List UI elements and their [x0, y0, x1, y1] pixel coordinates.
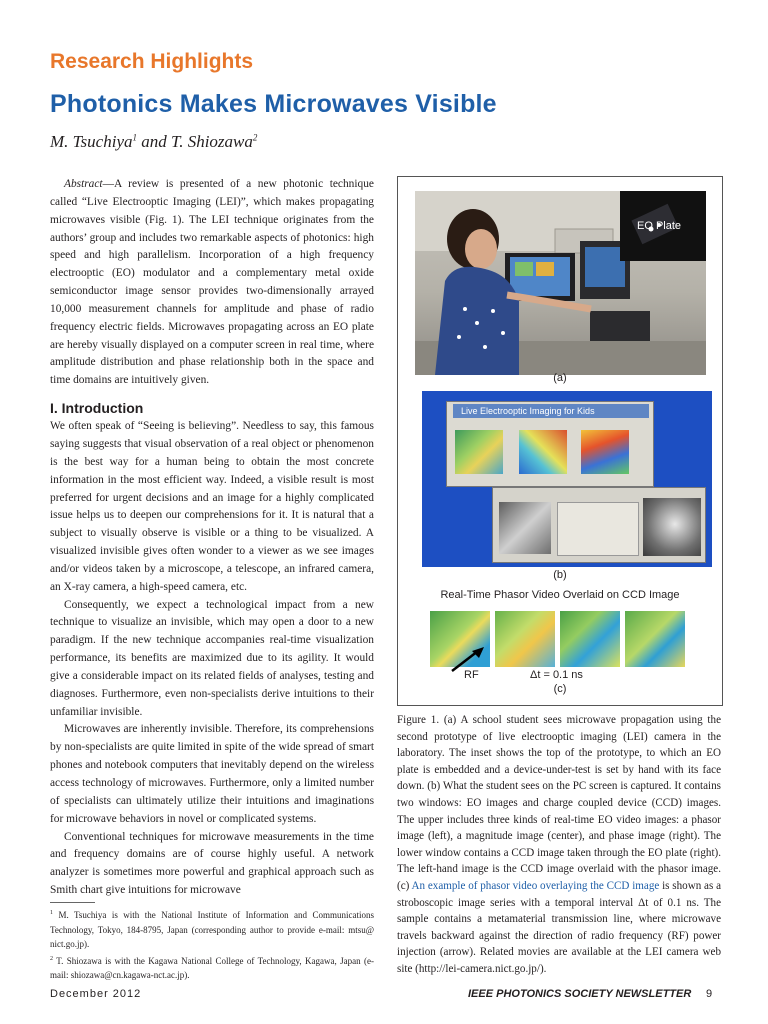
student-lab-scene: [415, 191, 706, 375]
rf-label: RF: [464, 669, 479, 681]
photo-student-lab: [415, 191, 706, 375]
intro-paragraph-4: Conventional techniques for microwave measurements in the time and frequency domains are of course highly useful. A network analyzer is sometimes more powerful and graphical approach such as Smith chart give intuitions for microwave: [50, 830, 374, 897]
delta-t-label: Δt = 0.1 ns: [530, 669, 583, 681]
phase-image: [581, 430, 629, 474]
left-column: [50, 176, 374, 900]
figure-caption: [397, 712, 721, 978]
page-number: 9: [706, 988, 713, 1000]
author-1-affil: 1: [132, 132, 137, 143]
pc-screen-capture: [422, 391, 712, 567]
intro-paragraph-1: We often speak of “Seeing is believing”. Needless to say, this famous saying suggests that visual observation of a real object or phenomenon is the best way for a human being to obtain the most concrete information in the most efficient way. Indeed, a visible result is most preferred for urgent decisions and an image for a highly complicated issue helps us to deepen our comprehensions for it. It is natural that a subject to visually observe is visible or a thing to be visualized. A visualized invisible gives often wonder to a viewer as we see images and/or videos taken by a microscope, a telescope, an infrared camera, an X-ray camera, a high-speed camera, etc.: [50, 420, 374, 593]
author-2: T. Shiozawa: [171, 132, 253, 151]
caption-text-2: is shown as a stroboscopic image series with a temporal interval Δt of 0.1 ns. The sample contains a metamaterial transmission line, where microwave travels backward against the direction of radio frequency (RF) power injection (arrow). Related movies are available at the LEI camera web site (http://lei-camera.nict.go.jp/).: [397, 879, 721, 975]
ccd-image: [643, 498, 701, 556]
footnote-2-mark: 2: [50, 955, 53, 962]
footnote-1: [50, 906, 374, 952]
abstract-lead: Abstract: [64, 178, 103, 190]
footnotes: [50, 906, 374, 983]
abstract-text: —A review is presented of a new photonic technique called “Live Electrooptic Imaging (LEI)”, which makes propagating microwaves visible (Fig. 1). The LEI technique originates from the authors’ group and includes two remarkable aspects of photonics: high speed and high parallelism. Incorporation of a high frequency electrooptic (EO) modulator and a complementary metal oxide semiconductor image sensor provides two-dimensionally arrayed 10,000 measurement channels for amplitude and phase of radio frequency electric fields. Microwaves propagating across an EO plate are hereby visually displayed on a computer screen in real time, where amplitude distribution and phase relationship both in the space and time domains are intuitively given.: [50, 178, 374, 387]
label-c: (c): [553, 683, 567, 695]
footer-date: December 2012: [50, 988, 142, 1000]
phasor-frame-3: [560, 611, 620, 667]
footnote-2: [50, 952, 374, 983]
section-label: Research Highlights: [50, 50, 254, 73]
label-b: (b): [553, 569, 567, 581]
phasor-image: [455, 430, 503, 474]
phasor-frame-4: [625, 611, 685, 667]
intro-paragraph-3: Microwaves are inherently invisible. Therefore, its comprehensions by non-specialists are quite limited in spite of the wide spread of smart phones and notebook computers that inevitably depend on the wireless access technology of microwaves. Furthermore, only a limited number of specialists can ultimately utilize their intuitions and imaginations for microwave behaviors in novel or complicated systems.: [50, 723, 374, 825]
footnote-1-mark: 1: [50, 910, 53, 916]
footnote-1-text: M. Tsuchiya is with the National Institute of Information and Communications Technology, Tokyo, 184-8795, Japan (corresponding author to provide e-mail: mtsu@ nict.go.jp).: [50, 910, 374, 950]
author-1: M. Tsuchiya: [50, 132, 133, 151]
footer-journal: IEEE PHOTONICS SOCIETY NEWSLETTER: [468, 988, 692, 1000]
footnote-2-text: T. Shiozawa is with the Kagawa National College of Technology, Kagawa, Japan (e-mail: shiozawa@cn.kagawa-nct.ac.jp).: [50, 955, 374, 981]
phasor-video-title: Real-Time Phasor Video Overlaid on CCD Image: [440, 589, 680, 601]
article-title: Photonics Makes Microwaves Visible: [50, 90, 497, 118]
screen-title: Live Electrooptic Imaging for Kids: [453, 404, 649, 418]
eo-plate-label: EO Plate: [637, 220, 682, 232]
ccd-control-panel: [557, 502, 639, 556]
section-heading-introduction: I. Introduction: [50, 400, 144, 417]
ccd-image-window: [492, 487, 706, 563]
magnitude-image: [519, 430, 567, 474]
intro-paragraph-2: Consequently, we expect a technological impact from a new technique to visualize an invisible, which may open a door to a new paradigm. If the new technique accompanies real-time visualization performance, its benefits are maximized due to its agility. It would give a considerable impact on its related fields of analyses, testing and diagnoses. Furthermore, even non-specialists derive intuitions to their unfamiliar invisible.: [50, 598, 374, 718]
author-conjunction: and: [137, 132, 171, 151]
caption-text-1: Figure 1. (a) A school student sees microwave propagation using the second prototype of live electrooptic imaging (LEI) camera in the laboratory. The inset shows the top of the prototype, to which an EO plate is embedded and a device-under-test is set by hand with its face down. (b) What the student sees on the PC screen is captured. It contains two windows: EO images and charge coupled device (CCD) images. The upper includes three kinds of real-time EO video images: a phasor image (left), a magnitude image (center), and phase image (right). The lower window contains a CCD image taken through the EO plate (right). The left-hand image is the CCD image overlaid with the phasor image. (c): [397, 714, 721, 892]
footnote-rule: [50, 902, 95, 903]
author-2-affil: 2: [252, 132, 258, 143]
eo-image-window: [446, 401, 654, 487]
caption-link[interactable]: An example of phasor video overlaying the CCD image: [411, 879, 660, 892]
figure-1: [397, 176, 723, 706]
label-a: (a): [553, 372, 567, 384]
abstract: [50, 176, 374, 390]
phasor-frame-2: [495, 611, 555, 667]
ccd-overlay-image: [499, 502, 551, 554]
authors: [50, 132, 257, 152]
